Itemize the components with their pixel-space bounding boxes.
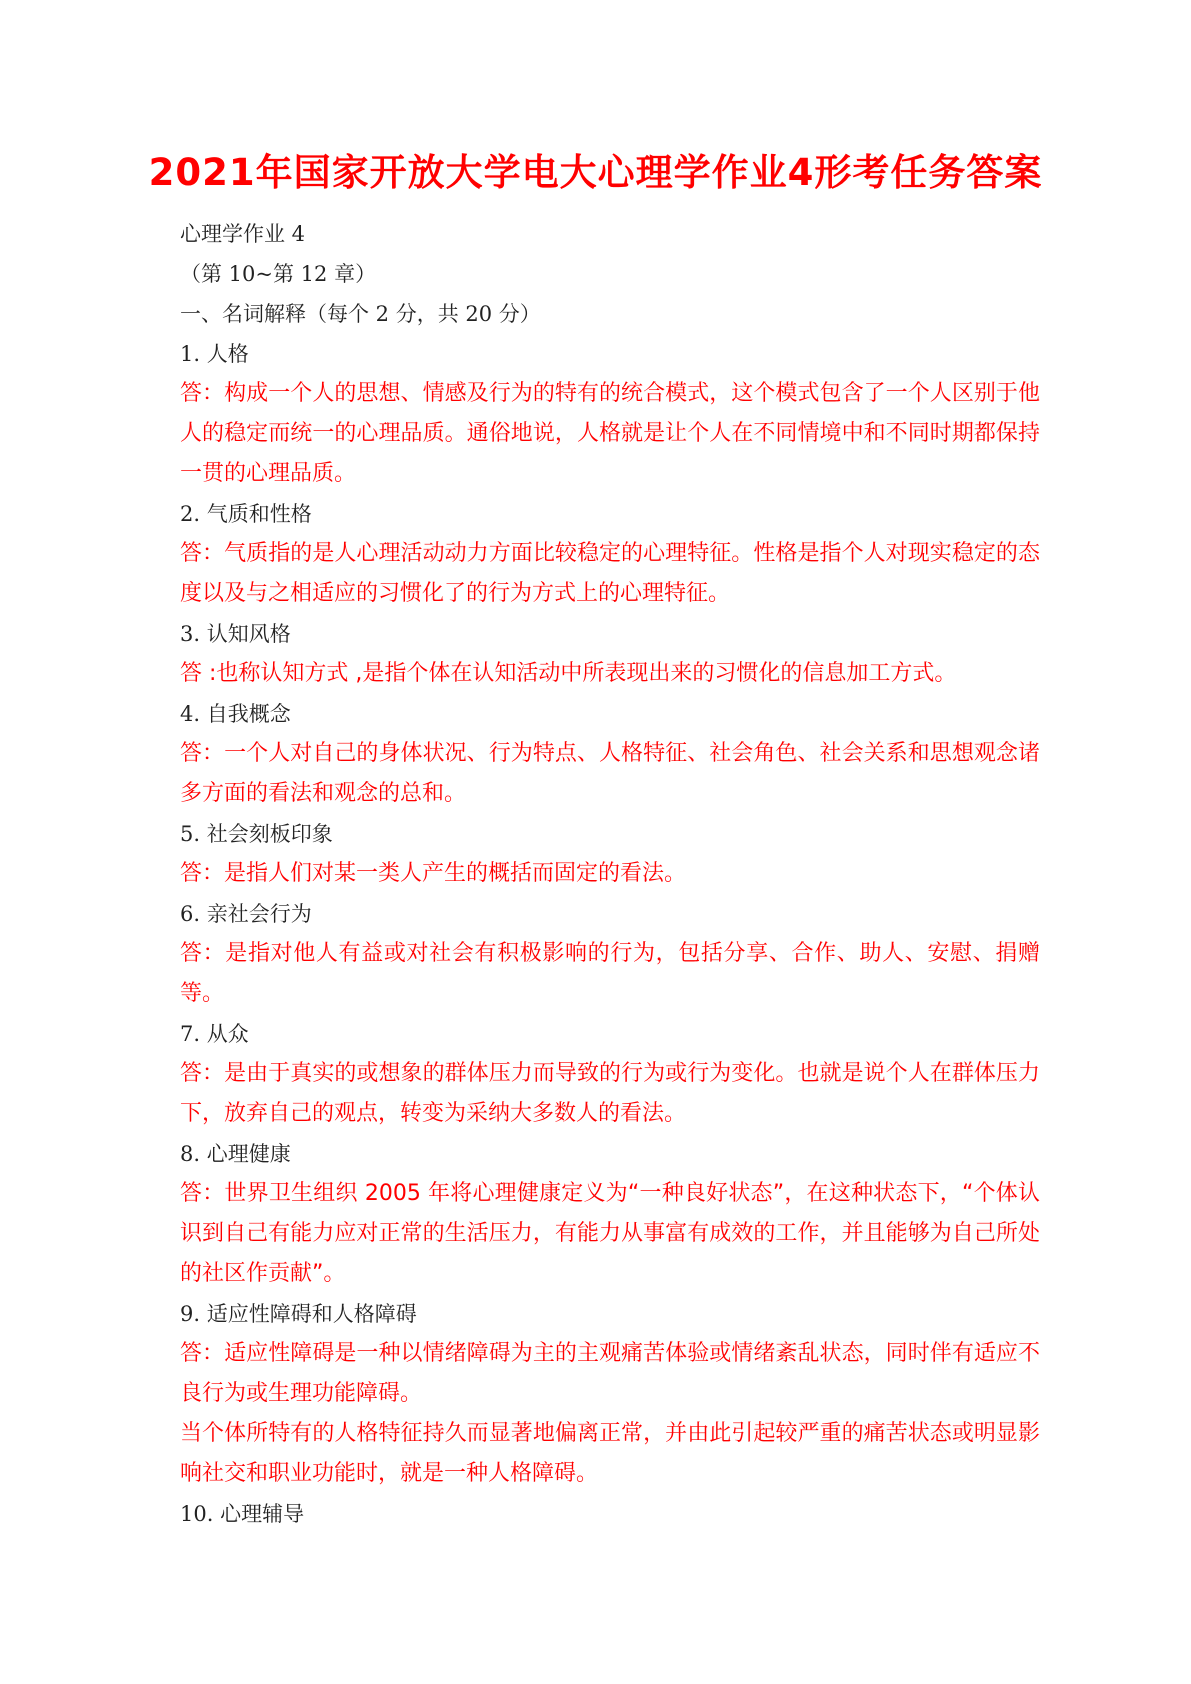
answer-paragraph: 答：构成一个人的思想、情感及行为的特有的统合模式，这个模式包含了一个人区别于他人的稳定而统一的心理品质。通俗地说，人格就是让个人在不同情境中和不同时期都保持一贯的心理品质。: [180, 381, 1040, 486]
question-term: 5. 社会刻板印象: [180, 822, 333, 846]
question-item: [180, 614, 1040, 694]
chapter-range: （第 10~第 12 章）: [180, 262, 377, 286]
page-title: 2021年国家开放大学电大心理学作业4形考任务答案: [148, 151, 1043, 194]
question-term: 4. 自我概念: [180, 702, 291, 726]
answer-paragraph: 答 :也称认知方式 ,是指个体在认知活动中所表现出来的习惯化的信息加工方式。: [180, 661, 957, 686]
answer-text: [180, 1334, 1040, 1494]
question-item: [180, 1134, 1040, 1294]
question-item: [180, 814, 1040, 894]
document-body: [180, 214, 1040, 1534]
question-term: 7. 从众: [180, 1022, 249, 1046]
question-item: [180, 1014, 1040, 1134]
question-term: 9. 适应性障碍和人格障碍: [180, 1302, 417, 1326]
answer-text: [180, 654, 1040, 694]
assignment-name: 心理学作业 4: [180, 222, 306, 246]
question-item: [180, 894, 1040, 1014]
answer-text: [180, 934, 1040, 1014]
question-item: [180, 694, 1040, 814]
answer-paragraph: 答：适应性障碍是一种以情绪障碍为主的主观痛苦体验或情绪紊乱状态，同时伴有适应不良行为或生理功能障碍。: [180, 1341, 1040, 1406]
question-term: 6. 亲社会行为: [180, 902, 312, 926]
answer-paragraph: 答：世界卫生组织 2005 年将心理健康定义为“一种良好状态”，在这种状态下，“个体认识到自己有能力应对正常的生活压力，有能力从事富有成效的工作，并且能够为自己所处的社区作贡献”。: [180, 1181, 1040, 1286]
question-item: [180, 334, 1040, 494]
answer-paragraph: 答：是指人们对某一类人产生的概括而固定的看法。: [180, 861, 687, 886]
answer-paragraph: 当个体所特有的人格特征持久而显著地偏离正常，并由此引起较严重的痛苦状态或明显影响社交和职业功能时，就是一种人格障碍。: [180, 1421, 1040, 1486]
question-term: 8. 心理健康: [180, 1142, 291, 1166]
question-term: 1. 人格: [180, 342, 249, 366]
answer-paragraph: 答：是由于真实的或想象的群体压力而导致的行为或行为变化。也就是说个人在群体压力下，放弃自己的观点，转变为采纳大多数人的看法。: [180, 1061, 1040, 1126]
question-item: [180, 494, 1040, 614]
question-term: 3. 认知风格: [180, 622, 291, 646]
question-term: 10. 心理辅导: [180, 1502, 305, 1526]
answer-text: [180, 854, 1040, 894]
question-item: [180, 1494, 1040, 1534]
answer-text: [180, 1174, 1040, 1294]
question-term: 2. 气质和性格: [180, 502, 312, 526]
answer-text: [180, 374, 1040, 494]
section-heading: 一、名词解释（每个 2 分，共 20 分）: [180, 302, 541, 326]
answer-paragraph: 答：气质指的是人心理活动动力方面比较稳定的心理特征。性格是指个人对现实稳定的态度以及与之相适应的习惯化了的行为方式上的心理特征。: [180, 541, 1040, 606]
answer-text: [180, 1054, 1040, 1134]
answer-paragraph: 答：一个人对自己的身体状况、行为特点、人格特征、社会角色、社会关系和思想观念诸多方面的看法和观念的总和。: [180, 741, 1040, 806]
answer-text: [180, 534, 1040, 614]
answer-text: [180, 734, 1040, 814]
answer-paragraph: 答：是指对他人有益或对社会有积极影响的行为，包括分享、合作、助人、安慰、捐赠等。: [180, 941, 1040, 1006]
question-item: [180, 1294, 1040, 1494]
